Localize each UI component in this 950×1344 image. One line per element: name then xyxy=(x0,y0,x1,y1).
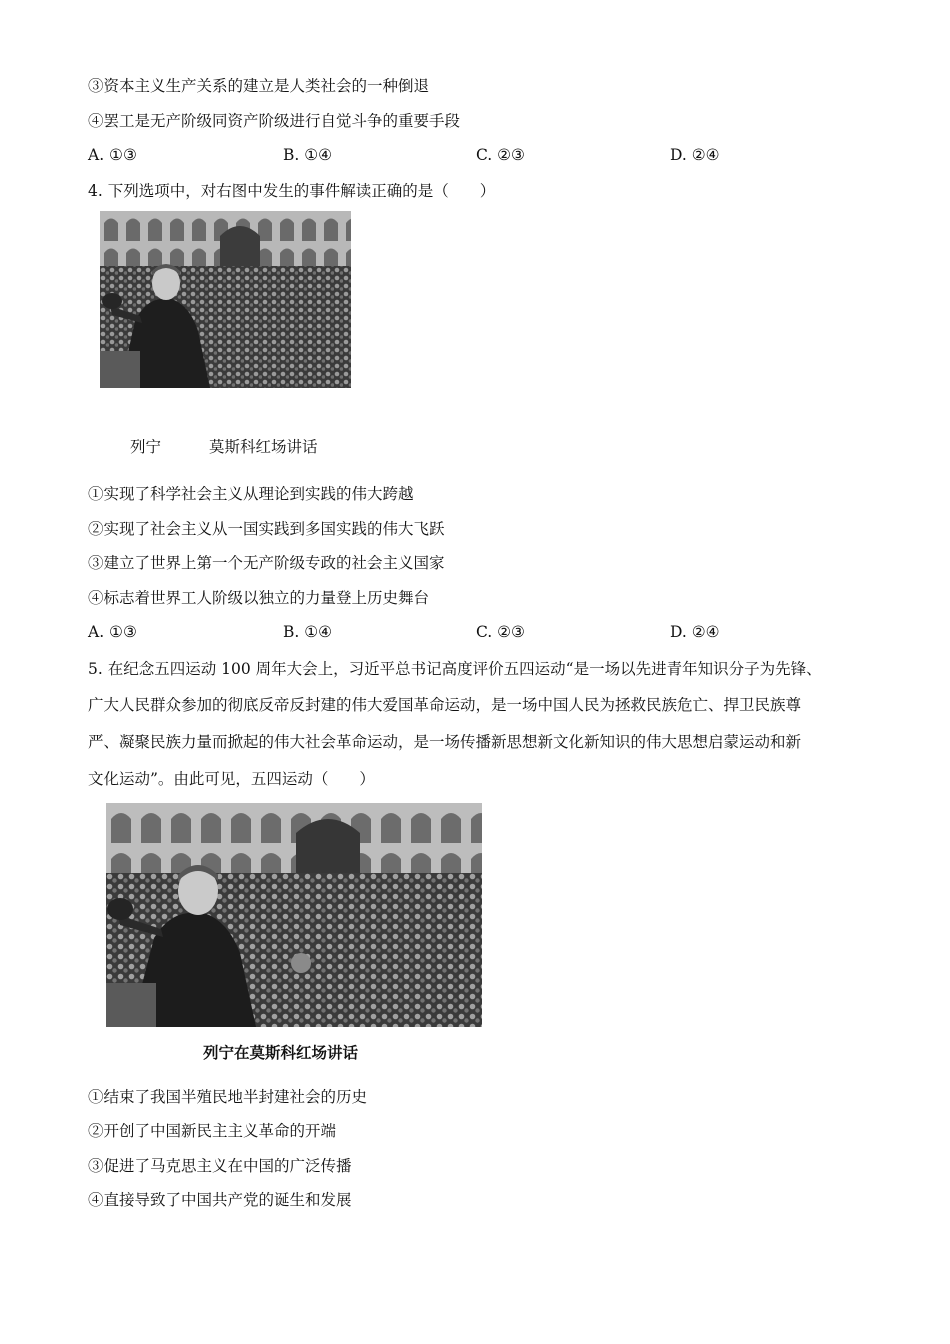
q5-item-4: ④直接导致了中国共产党的诞生和发展 xyxy=(88,1191,352,1209)
q4-caption-right: 莫斯科红场讲话 xyxy=(209,438,318,456)
q4-option-c: C. ②③ xyxy=(476,623,525,641)
q4-option-d: D. ②④ xyxy=(670,623,720,641)
q5-stem-line-3: 严、凝聚民族力量而掀起的伟大社会革命运动，是一场传播新思想新文化新知识的伟大思想启蒙运动和新 xyxy=(88,733,802,751)
q4-item-3: ③建立了世界上第一个无产阶级专政的社会主义国家 xyxy=(88,554,445,572)
q5-item-2: ②开创了中国新民主主义革命的开端 xyxy=(88,1122,337,1140)
q4-item-4: ④标志着世界工人阶级以独立的力量登上历史舞台 xyxy=(88,589,430,607)
q3-option-c: C. ②③ xyxy=(476,146,525,164)
q4-caption-left: 列宁 xyxy=(130,438,162,456)
lenin-photo-large xyxy=(106,803,482,1027)
q3-option-a: A. ①③ xyxy=(88,146,137,164)
q5-stem-line-2: 广大人民群众参加的彻底反帝反封建的伟大爱国革命运动，是一场中国人民为拯救民族危亡、捍卫民族尊 xyxy=(88,696,802,714)
q4-option-b: B. ①④ xyxy=(283,623,333,641)
q5-stem-line-1: 5. 在纪念五四运动 100 周年大会上，习近平总书记高度评价五四运动“是一场以先进青年知识分子为先锋、 xyxy=(88,660,822,678)
q5-stem-line-4: 文化运动”。由此可见，五四运动（ ） xyxy=(88,770,375,788)
q5-item-3: ③促进了马克思主义在中国的广泛传播 xyxy=(88,1157,352,1175)
q4-option-a: A. ①③ xyxy=(88,623,137,641)
q5-caption: 列宁在莫斯科红场讲话 xyxy=(203,1044,359,1062)
q3-option-d: D. ②④ xyxy=(670,146,720,164)
q4-stem: 4. 下列选项中，对右图中发生的事件解读正确的是（ ） xyxy=(88,182,496,200)
q5-item-1: ①结束了我国半殖民地半封建社会的历史 xyxy=(88,1088,368,1106)
lenin-photo-small xyxy=(100,211,351,388)
q3-item-4: ④罢工是无产阶级同资产阶级进行自觉斗争的重要手段 xyxy=(88,112,461,130)
q4-item-2: ②实现了社会主义从一国实践到多国实践的伟大飞跃 xyxy=(88,520,445,538)
q4-item-1: ①实现了科学社会主义从理论到实践的伟大跨越 xyxy=(88,485,414,503)
q3-item-3: ③资本主义生产关系的建立是人类社会的一种倒退 xyxy=(88,77,430,95)
q3-option-b: B. ①④ xyxy=(283,146,333,164)
